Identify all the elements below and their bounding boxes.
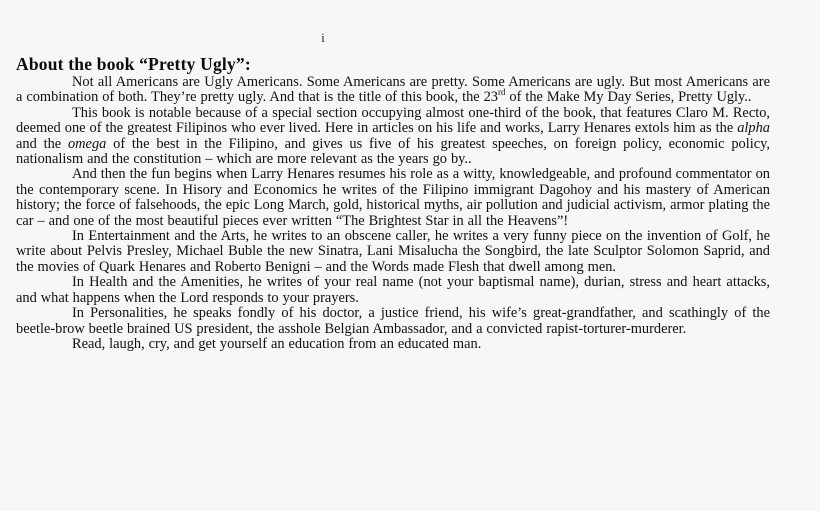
- paragraph-p2: This book is notable because of a special section occupying almost one-third of the book, that features Claro M. Recto, deemed one of the greatest Filipinos who ever lived. Here in articles on his life and works, Larry Henares extols him as the alpha and the omega of the best in the Filipino, and gives us five of his greatest speeches, on foreign policy, economic policy, nationalism and the constitution – which are more relevant as the years go by..: [16, 104, 770, 168]
- emphasis-text: omega: [67, 135, 107, 152]
- emphasis-text: alpha: [737, 120, 770, 137]
- paragraph-p3: And then the fun begins when Larry Henares resumes his role as a witty, knowledgeable, and profound commentator on the contemporary scene. In Hisory and Economics he writes of the Filipino immigrant Dagohoy and his mastery of American history; the force of falsehoods, the epic Long March, gold, historical myths, air pollution and judicial activism, armor plating the car – and one of the most beautiful pieces ever written “The Brightest Star in all the Heavens”!: [16, 166, 770, 229]
- paragraph-p4: In Entertainment and the Arts, he writes to an obscene caller, he writes a very funny piece on the invention of Golf, he write about Pelvis Presley, Michael Buble the new Sinatra, Lani Misalucha the Songbird, the late Sculptor Solomon Saprid, and the movies of Quark Henares and Roberto Benigni – and the Words made Flesh that dwell among men.: [16, 228, 770, 275]
- page-number: i: [321, 31, 325, 45]
- ordinal-suffix: rd: [498, 87, 506, 98]
- page-title: About the book “Pretty Ugly”:: [16, 54, 251, 74]
- paragraph-p6: In Personalities, he speaks fondly of his doctor, a justice friend, his wife’s great-grandfather, and scathingly of the beetle-brow beetle brained US president, the asshole Belgian Ambassador, and a convicted rapist-torturer-murderer.: [16, 305, 770, 337]
- paragraph-p7: Read, laugh, cry, and get yourself an education from an educated man.: [72, 335, 482, 352]
- document-body: [16, 75, 770, 352]
- paragraph-p1: Not all Americans are Ugly Americans. Some Americans are pretty. Some Americans are ugly. But most Americans are a combination of both. They’re pretty ugly. And that is the title of this book, the 23rd of the Make My Day Series, Pretty Ugly..: [16, 74, 770, 106]
- paragraph-p5: In Health and the Amenities, he writes of your real name (not your baptismal name), durian, stress and heart attacks, and what happens when the Lord responds to your prayers.: [16, 274, 770, 306]
